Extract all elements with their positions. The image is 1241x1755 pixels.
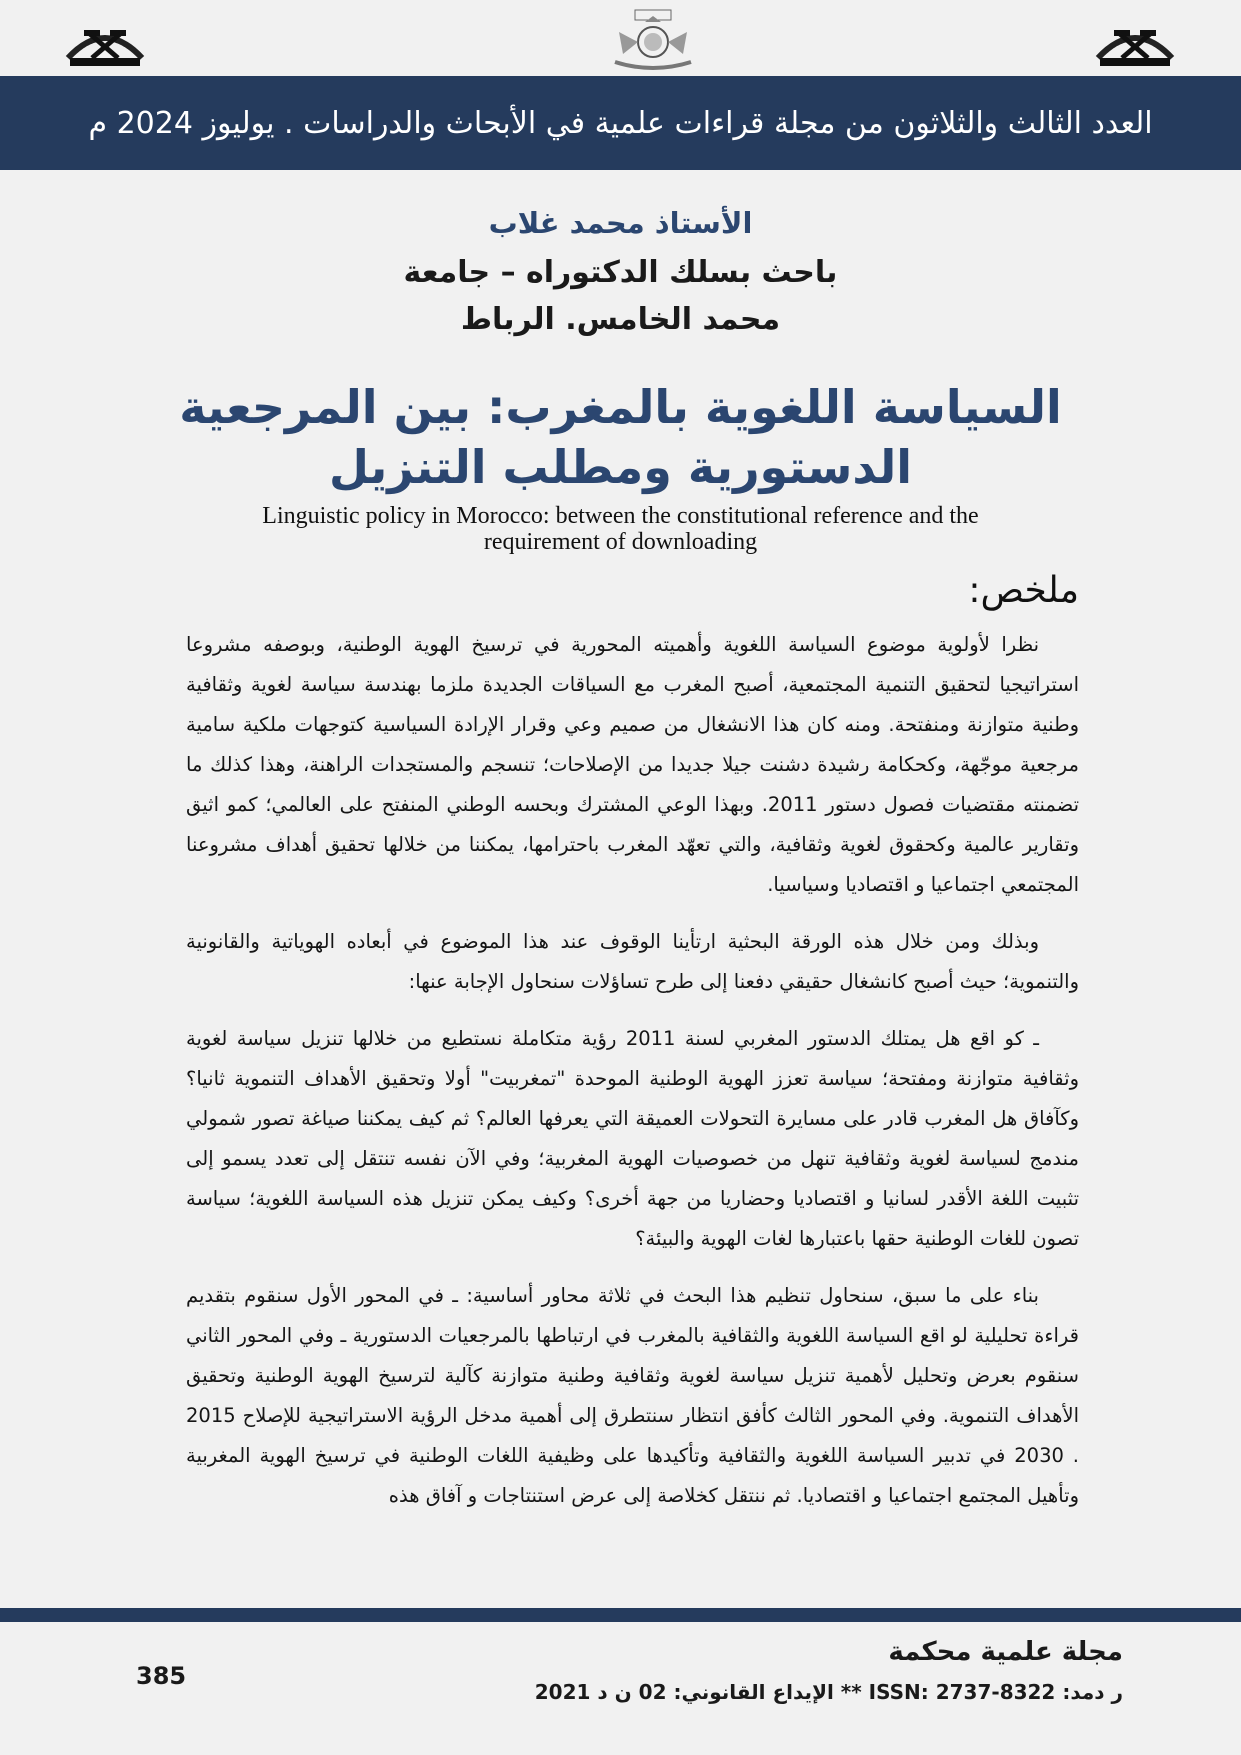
english-title bbox=[200, 503, 1041, 555]
abstract-heading: ملخص: bbox=[968, 570, 1079, 611]
footer-band bbox=[0, 1608, 1241, 1622]
kingdom-emblem bbox=[605, 8, 701, 72]
arabic-title-line1: السياسة اللغوية بالمغرب: بين المرجعية bbox=[179, 380, 1062, 434]
journal-logo-left bbox=[60, 14, 150, 70]
abstract-paragraph-4: بناء على ما سبق، سنحاول تنظيم هذا البحث في ثلاثة محاور أساسية: ـ في المحور الأول سنقوم بتقديم قراءة تحليلية لو اقع السياسة اللغوية والثقافية بالمغرب في ارتباطها بالمرجعيات الدستورية ـ وفي المحور الثاني سنقوم بعرض وتحليل لأهمية تنزيل سياسة لغوية وثقافية وطنية متوازنة كآلية لترسيخ الهوية الوطنية وتحقيق الأهداف التنموية. وفي المحور الثالث كأفق انتظار سنتطرق إلى أهمية مدخل الرؤية الاستراتيجية للإصلاح 2015 . 2030 في تدبير السياسة اللغوية والثقافية وتأكيدها على وظيفية اللغات الوطنية في ترسيخ الهوية المغربية وتأهيل المجتمع اجتماعيا و اقتصاديا. ثم ننتقل كخلاصة إلى عرض استنتاجات و آفاق هذه bbox=[186, 1284, 1079, 1507]
english-title-line1: Linguistic policy in Morocco: between the constitutional reference and the bbox=[262, 503, 979, 529]
author-affiliation-line1: باحث بسلك الدكتوراه – جامعة bbox=[403, 255, 838, 290]
footer-issn-line: ر دمد: ISSN: 2737-8322 ** الإيداع القانوني: 02 ن د 2021 bbox=[534, 1680, 1123, 1704]
abstract-paragraph-3: ـ كو اقع هل يمتلك الدستور المغربي لسنة 2011 رؤية متكاملة نستطيع من خلالها تنزيل سياسة لغوية وثقافية متوازنة ومفتحة؛ سياسة تعزز الهوية الوطنية الموحدة "تمغربيت" أولا وتحقيق الأهداف التنموية ثانيا؟ وكآفاق هل المغرب قادر على مسايرة التحولات العميقة التي يعرفها العالم؟ ثم كيف يمكننا صياغة تصور شمولي مندمج لسياسة لغوية وثقافية تنهل من خصوصيات الهوية المغربية؛ وفي الآن نفسه تنتقل إلى تعدد يسمو إلى تثبيت اللغة الأقدر لسانيا و اقتصاديا وحضاريا من جهة أخرى؟ وكيف يمكن تنزيل هذه السياسة اللغوية؛ سياسة تصون للغات الوطنية حقها باعتبارها لغات الهوية والبيئة؟ bbox=[186, 1027, 1079, 1250]
issue-header-text: العدد الثالث والثلاثون من مجلة قراءات علمية في الأبحاث والدراسات . يوليوز 2024 م bbox=[88, 105, 1153, 141]
author-affiliation-line2: محمد الخامس. الرباط bbox=[460, 302, 781, 337]
english-title-line2: requirement of downloading bbox=[483, 529, 758, 555]
arabic-title-line2: الدستورية ومطلب التنزيل bbox=[328, 440, 913, 494]
footer-journal-name: مجلة علمية محكمة bbox=[888, 1637, 1123, 1667]
journal-logo-right bbox=[1090, 14, 1180, 70]
author-name: الأستاذ محمد غلاب bbox=[488, 206, 753, 240]
abstract-paragraph-2: وبذلك ومن خلال هذه الورقة البحثية ارتأينا الوقوف عند هذا الموضوع في أبعاده الهوياتية والقانونية والتنموية؛ حيث أصبح كانشغال حقيقي دفعنا إلى طرح تساؤلات سنحاول الإجابة عنها: bbox=[186, 930, 1079, 993]
issue-header-band bbox=[0, 76, 1241, 170]
abstract-body bbox=[186, 625, 1079, 1533]
page-number: 385 bbox=[136, 1662, 187, 1690]
abstract-paragraph-1: نظرا لأولوية موضوع السياسة اللغوية وأهميته المحورية في ترسيخ الهوية الوطنية، وبوصفه مشروعا استراتيجيا لتحقيق التنمية المجتمعية، أصبح المغرب مع السياقات الجديدة ملزما بهندسة سياسة لغوية وثقافية وطنية متوازنة ومنفتحة. ومنه كان هذا الانشغال من صميم وعي وقرار الإرادة السياسية كتوجهات ملكية سامية مرجعية موجّهة، وكحكامة رشيدة دشنت جيلا جديدا من الإصلاحات؛ تنسجم والمستجدات الراهنة، وهذا كذلك ما تضمنته مقتضيات فصول دستور 2011. وبهذا الوعي المشترك وبحسه الوطني المنفتح على العالمي؛ كمو اثيق وتقارير عالمية وكحقوق لغوية وثقافية، والتي تعهّد المغرب باحترامها، يمكننا من خلالها تحقيق أهداف مشروعنا المجتمعي اجتماعيا و اقتصاديا وسياسيا. bbox=[186, 633, 1079, 896]
